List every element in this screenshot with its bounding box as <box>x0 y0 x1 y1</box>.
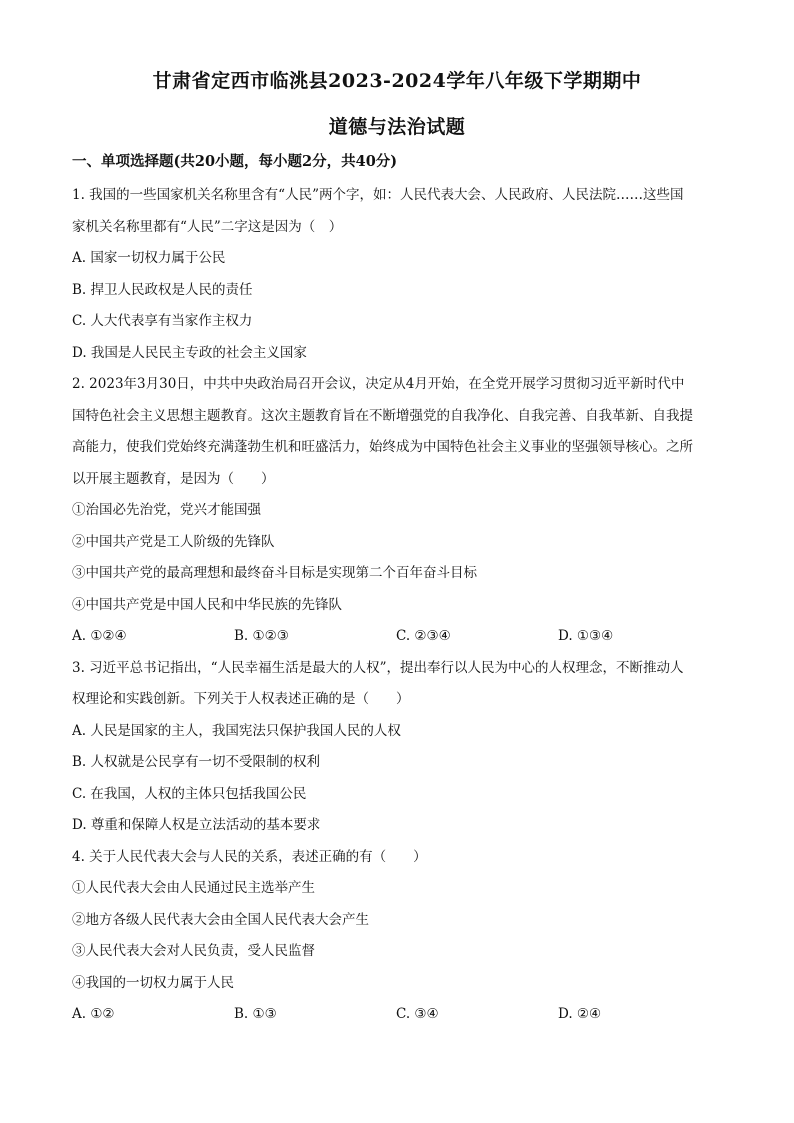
answer-option-c: C. ②③④ <box>396 628 451 644</box>
question-stem-line: 3. 习近平总书记指出，“人民幸福生活是最大的人权”，提出奉行以人民为中心的人权理念，不断推动人 <box>72 659 684 676</box>
exam-title: 甘肃省定西市临洮县2023-2024学年八年级下学期期中 <box>152 70 642 92</box>
answer-option-b: B. ①②③ <box>234 628 289 644</box>
question-stem-line: 4. 关于人民代表大会与人民的关系，表述正确的有（ ） <box>72 848 427 865</box>
answer-option-a: A. 人民是国家的主人，我国宪法只保护我国人民的人权 <box>72 722 401 739</box>
question-stem-line: 家机关名称里都有“人民”二字这是因为（ ） <box>72 218 343 235</box>
question-list <box>72 180 722 1031</box>
answer-option-c: C. 在我国，人权的主体只包括我国公民 <box>72 785 307 802</box>
statement-item: ④我国的一切权力属于人民 <box>72 974 234 991</box>
answer-option-d: D. ②④ <box>558 1006 602 1022</box>
answer-option-a: A. 国家一切权力属于公民 <box>72 250 226 266</box>
answer-option-b: B. ①③ <box>234 1006 277 1022</box>
question-stem-line: 1. 我国的一些国家机关名称里含有“人民”两个字，如：人民代表大会、人民政府、人民法院……这些国 <box>72 187 684 203</box>
statement-item: ①治国必先治党，党兴才能国强 <box>72 502 261 518</box>
exam-subtitle: 道德与法治试题 <box>328 116 466 138</box>
question-2 <box>72 369 722 653</box>
answer-option-a: A. ①② <box>72 1006 115 1022</box>
answer-option-a: A. ①②④ <box>72 628 127 644</box>
statement-item: ①人民代表大会由人民通过民主选举产生 <box>72 880 315 896</box>
statement-item: ②地方各级人民代表大会由全国人民代表大会产生 <box>72 911 369 928</box>
question-3 <box>72 653 722 842</box>
question-stem-line: 国特色社会主义思想主题教育。这次主题教育旨在不断增强党的自我净化、自我完善、自我革新、自我提 <box>72 407 693 424</box>
answer-option-c: C. 人大代表享有当家作主权力 <box>72 313 253 329</box>
answer-option-b: B. 捍卫人民政权是人民的责任 <box>72 281 253 298</box>
statement-item: ②中国共产党是工人阶级的先锋队 <box>72 533 275 550</box>
answer-option-d: D. 尊重和保障人权是立法活动的基本要求 <box>72 817 321 833</box>
answer-options-row <box>72 999 722 1031</box>
answer-option-b: B. 人权就是公民享有一切不受限制的权利 <box>72 754 321 770</box>
question-1 <box>72 180 722 369</box>
question-stem-line: 权理论和实践创新。下列关于人权表述正确的是（ ） <box>72 691 410 707</box>
answer-option-d: D. 我国是人民民主专政的社会主义国家 <box>72 344 307 361</box>
section-heading: 一、单项选择题(共20小题，每小题2分，共40分) <box>72 153 398 170</box>
question-stem-line: 2. 2023年3月30日，中共中央政治局召开会议，决定从4月开始，在全党开展学习贯彻习近平新时代中 <box>72 376 685 392</box>
answer-option-d: D. ①③④ <box>558 628 614 644</box>
statement-item: ④中国共产党是中国人民和中华民族的先锋队 <box>72 596 342 613</box>
statement-item: ③中国共产党的最高理想和最终奋斗目标是实现第二个百年奋斗目标 <box>72 565 477 581</box>
question-stem-line: 高能力，使我们党始终充满蓬勃生机和旺盛活力，始终成为中国特色社会主义事业的坚强领导核心。之所 <box>72 439 693 455</box>
answer-option-c: C. ③④ <box>396 1006 439 1022</box>
question-stem-line: 以开展主题教育，是因为（ ） <box>72 470 275 487</box>
question-4 <box>72 842 722 1031</box>
answer-options-row <box>72 621 722 653</box>
statement-item: ③人民代表大会对人民负责，受人民监督 <box>72 943 315 959</box>
